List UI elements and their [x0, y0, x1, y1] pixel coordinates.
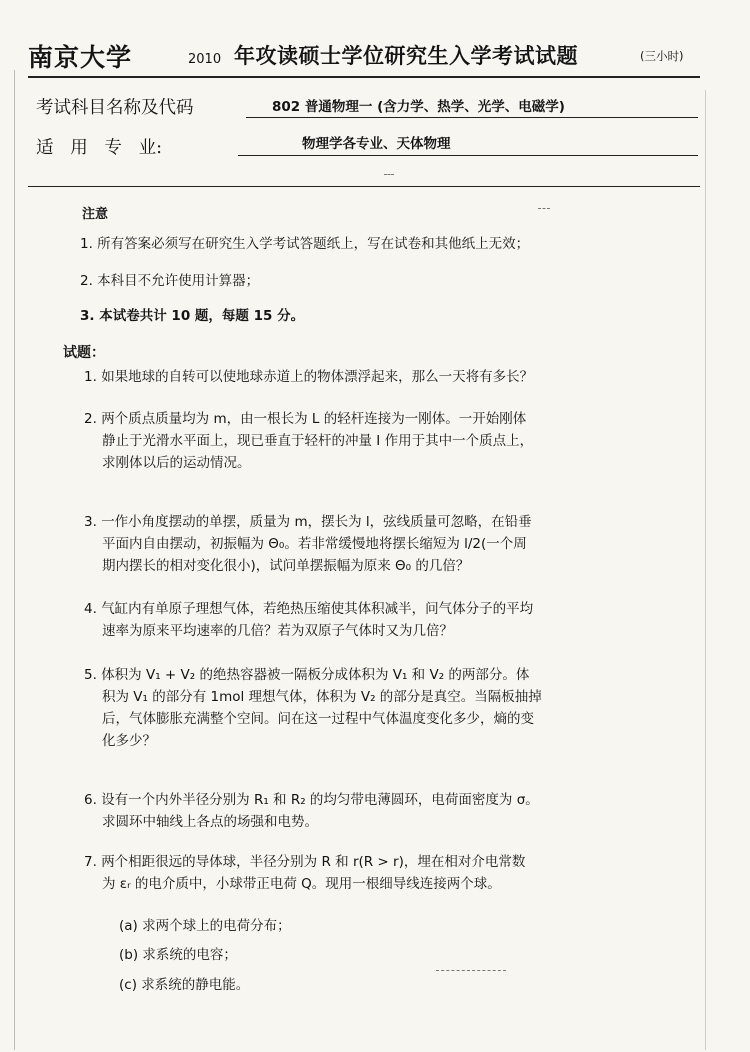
- university-name: 南京大学: [28, 43, 133, 72]
- question-number: 2.: [84, 411, 97, 427]
- question-text: 体积为 V₁ + V₂ 的绝热容器被一隔板分成体积为 V₁ 和 V₂ 的两部分。体: [101, 667, 530, 683]
- question-5: [84, 664, 542, 752]
- subquestion-a: (a) 求两个球上的电荷分布；: [119, 918, 291, 934]
- header-divider: [28, 76, 700, 78]
- question-line: [84, 851, 525, 873]
- question-3: [84, 511, 532, 577]
- scan-edge-right: [705, 90, 706, 1050]
- scan-mark: [538, 208, 550, 209]
- subject-underline: [246, 117, 698, 118]
- subject-value: 802 普通物理一 (含力学、热学、光学、电磁学): [272, 99, 565, 115]
- exam-header: [28, 38, 718, 78]
- major-row: [28, 134, 708, 164]
- scan-mark: [436, 970, 506, 971]
- question-line: 为 εᵣ 的电介质中，小球带正电荷 Q。现用一根细导线连接两个球。: [102, 876, 501, 892]
- question-number: 7.: [84, 854, 97, 870]
- question-number: 6.: [84, 792, 97, 808]
- question-number: 4.: [84, 601, 97, 617]
- question-text: 两个相距很远的导体球，半径分别为 R 和 r(R > r)，埋在相对介电常数: [101, 854, 526, 870]
- question-line: 求圆环中轴线上各点的场强和电势。: [102, 814, 318, 830]
- question-text: 设有一个内外半径分别为 R₁ 和 R₂ 的均匀带电薄圆环，电荷面密度为 σ。: [101, 792, 539, 808]
- exam-year: 2010: [188, 52, 222, 67]
- note-item: 3. 本试卷共计 10 题，每题 15 分。: [80, 308, 305, 324]
- question-line: [84, 366, 533, 388]
- subquestion-c: (c) 求系统的静电能。: [119, 977, 250, 993]
- question-line: 后，气体膨胀充满整个空间。问在这一过程中气体温度变化多少，熵的变: [102, 711, 534, 727]
- subject-row: [28, 94, 708, 124]
- major-underline: [238, 155, 698, 156]
- question-line: [84, 664, 542, 686]
- question-line: 静止于光滑水平面上，现已垂直于轻杆的冲量 I 作用于其中一个质点上，: [102, 433, 534, 449]
- question-line: [84, 598, 533, 620]
- question-2: [84, 408, 533, 474]
- question-4: [84, 598, 533, 642]
- questions-title: 试题：: [63, 345, 105, 361]
- note-item: 2. 本科目不允许使用计算器；: [80, 273, 260, 289]
- question-text: 一作小角度摆动的单摆，质量为 m，摆长为 l，弦线质量可忽略，在铅垂: [101, 514, 532, 530]
- notes-title: 注意: [82, 207, 109, 222]
- note-item: 1. 所有答案必须写在研究生入学考试答题纸上，写在试卷和其他纸上无效；: [80, 236, 530, 252]
- question-line: [84, 511, 532, 533]
- question-line: 平面内自由摆动，初振幅为 Θ₀。若非常缓慢地将摆长缩短为 l/2(一个周: [102, 536, 527, 552]
- question-line: 积为 V₁ 的部分有 1mol 理想气体，体积为 V₂ 的部分是真空。当隔板抽掉: [102, 689, 542, 705]
- scan-mark: [384, 174, 394, 175]
- question-line: 化多少？: [102, 733, 156, 749]
- question-line: [84, 408, 533, 430]
- section-divider: [28, 186, 700, 187]
- question-line: 速率为原来平均速率的几倍？若为双原子气体时又为几倍？: [102, 623, 453, 639]
- question-number: 1.: [84, 369, 97, 385]
- subject-label: 考试科目名称及代码: [36, 98, 194, 118]
- question-6: [84, 789, 539, 833]
- question-line: [84, 789, 539, 811]
- question-line: 期内摆长的相对变化很小)，试问单摆振幅为原来 Θ₀ 的几倍？: [102, 558, 470, 574]
- scan-edge-left: [14, 70, 15, 1050]
- question-text: 两个质点质量均为 m，由一根长为 L 的轻杆连接为一刚体。一开始刚体: [101, 411, 527, 427]
- question-line: 求刚体以后的运动情况。: [102, 455, 251, 471]
- question-7: [84, 851, 525, 895]
- question-text: 如果地球的自转可以使地球赤道上的物体漂浮起来，那么一天将有多长？: [101, 369, 534, 385]
- major-label: 适 用 专 业:: [36, 138, 162, 158]
- major-value: 物理学各专业、天体物理: [302, 136, 451, 152]
- question-number: 5.: [84, 667, 97, 683]
- question-number: 3.: [84, 514, 97, 530]
- exam-title: 年攻读硕士学位研究生入学考试试题: [234, 43, 578, 68]
- question-text: 气缸内有单原子理想气体，若绝热压缩使其体积减半，问气体分子的平均: [101, 601, 534, 617]
- question-1: [84, 366, 533, 388]
- subquestion-b: (b) 求系统的电容；: [119, 947, 237, 963]
- exam-duration: (三小时): [640, 49, 684, 63]
